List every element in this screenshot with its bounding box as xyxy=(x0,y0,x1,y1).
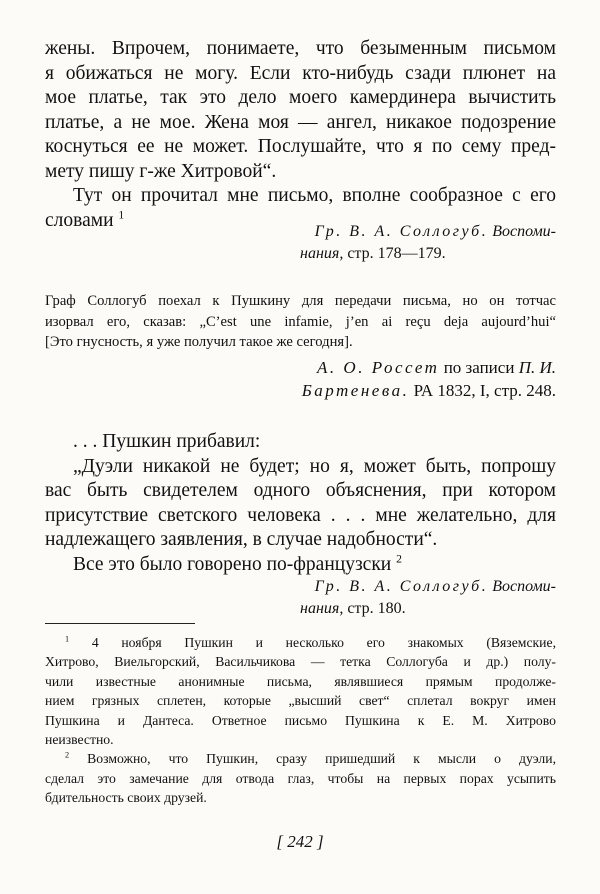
page-number: [ 242 ] xyxy=(276,832,324,851)
text-line: я обижаться не могу. Если кто-нибудь сзади плюнет на xyxy=(45,62,556,84)
footnote-mark: 2 xyxy=(65,750,70,760)
text-line: мету пишу г-же Хитровой“. xyxy=(45,160,277,182)
footnote-line: чили известные анонимные письма, являвшиеся прямым продолже- xyxy=(45,673,556,689)
footnote-ref: 1 xyxy=(118,208,125,221)
passage-1 xyxy=(45,37,556,233)
passage-3 xyxy=(45,430,556,577)
text-line: вас быть свидетелем одного объяснения, при котором xyxy=(45,480,556,501)
footnote-divider xyxy=(45,623,195,624)
text-line: мое платье, так это дело моего камердинера вычистить xyxy=(45,87,556,108)
footnote-line: нием грязных сплетен, которые „высший свет“ сплетал вокруг имен xyxy=(45,693,556,709)
footnote-line: неизвестно. xyxy=(45,732,114,748)
footnote-line: $^1$ 4 ноября Пушкин и несколько его знакомых (Вяземские, xyxy=(65,634,556,650)
source-citation: Гр. В. А. Соллогуб. Воспоми- нания, стр. 178—179. xyxy=(300,223,556,262)
source-citation: Гр. В. А. Соллогуб. Воспоми- нания, стр. 180. xyxy=(300,578,556,617)
text-line: изорвал его, сказав: „C’est une infamie, j’en ai reçu deja aujourd’hui“ xyxy=(45,313,556,330)
text-line: коснуться ее не может. Послушайте, что я по сему пред- xyxy=(45,136,556,157)
footnote-line: сделал это замечание для отвода глаз, чтобы на первых порах усыпить xyxy=(45,770,556,786)
passage-2 xyxy=(45,291,556,353)
text-line: Граф Соллогуб поехал к Пушкину для передачи письма, но он тотчас xyxy=(45,293,556,309)
text-line: „Дуэли никакой не будет; но я, может быть, попрошу xyxy=(73,455,556,477)
footnote-line: $^2$ Возможно, что Пушкин, сразу пришедший к мысли о дуэли, xyxy=(65,750,556,767)
text-line: . . . Пушкин прибавил: xyxy=(73,431,261,452)
footnote-line: Пушкина и Дантеса. Ответное письмо Пушкина к Е. М. Хитрово xyxy=(45,712,556,728)
text-line: Все это было говорено по-французски $^2$ xyxy=(73,552,402,575)
footnote-line: бдительность своих друзей. xyxy=(45,790,207,806)
text-line: надлежащего заявления, в случае надобности“. xyxy=(45,529,438,550)
text-line: жены. Впрочем, понимаете, что безыменным письмом xyxy=(45,38,556,59)
footnotes xyxy=(45,633,556,808)
footnote-line: Хитрово, Виельгорский, Васильчикова — тетка Соллогуба и др.) полу- xyxy=(45,654,556,670)
text-line: присутствие светского человека . . . мне желательно, для xyxy=(45,504,556,526)
text-line: словами $^1$ xyxy=(45,208,125,231)
text-line: Тут он прочитал мне письмо, вполне сообразное с его xyxy=(73,185,556,206)
footnote-ref: 2 xyxy=(396,552,402,565)
text-line: платье, а не мое. Жена моя — ангел, никакое подозрение xyxy=(45,111,556,133)
footnote-mark: 1 xyxy=(65,634,70,644)
source-citation: А. О. Россет по записи П. И. Бартенева. РА 1832, I, стр. 248. xyxy=(301,358,556,400)
text-line: [Это гнусность, я уже получил такое же сегодня]. xyxy=(45,334,353,350)
